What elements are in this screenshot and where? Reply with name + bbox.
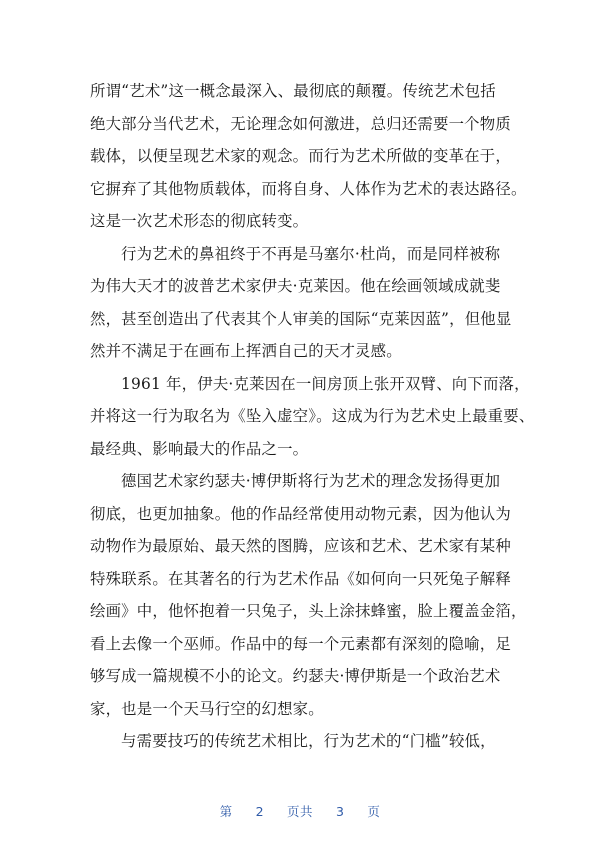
text-line: 所谓“艺术”这一概念最深入、最彻底的颠覆。传统艺术包括 [90, 82, 496, 100]
text-line: 为伟大天才的波普艺术家伊夫·克莱因。他在绘画领域成就斐 [90, 277, 501, 295]
text-line: 载体，以便呈现艺术家的观念。而行为艺术所做的变革在于， [90, 147, 511, 165]
text-line: 特殊联系。在其著名的行为艺术作品《如何向一只死兔子解释 [90, 569, 511, 588]
footer-middle: 页共 [286, 804, 313, 819]
body-text [90, 75, 535, 758]
text-line: 然，甚至创造出了代表其个人审美的国际“克莱因蓝”，但他显 [90, 309, 512, 328]
footer-suffix: 页 [367, 804, 381, 819]
text-line: 它摒弃了其他物质载体，而将自身、人体作为艺术的表达路径。 [90, 179, 527, 198]
text-line: 与需要技巧的传统艺术相比，行为艺术的“门槛”较低， [121, 732, 496, 750]
text-line: 德国艺术家约瑟夫·博伊斯将行为艺术的理念发扬得更加 [121, 472, 501, 490]
text-line: 彻底，也更加抽象。他的作品经常使用动物元素，因为他认为 [90, 504, 511, 523]
text-line: 够写成一篇规模不小的论文。约瑟夫·博伊斯是一个政治艺术 [90, 667, 501, 685]
text-line: 绘画》中，他怀抱着一只兔子，头上涂抹蜂蜜，脸上覆盖金箔， [90, 602, 527, 620]
text-line: 这是一次艺术形态的彻底转变。 [90, 212, 309, 230]
text-line: 看上去像一个巫师。作品中的每一个元素都有深刻的隐喻，足 [90, 634, 511, 653]
footer-prefix: 第 [219, 804, 233, 819]
text-line: 并将这一行为取名为《坠入虚空》。这成为行为艺术史上最重要、 [90, 407, 535, 425]
footer-page-number: 2 [255, 804, 265, 819]
text-line: 最经典、影响最大的作品之一。 [90, 439, 309, 458]
text-line: 动物作为最原始、最天然的图腾，应该和艺术、艺术家有某种 [90, 537, 511, 555]
text-line: 行为艺术的鼻祖终于不再是马塞尔·杜尚，而是同样被称 [121, 244, 501, 263]
text-line: 然并不满足于在画布上挥洒自己的天才灵感。 [90, 342, 402, 360]
footer-total-pages: 3 [335, 804, 345, 819]
text-line: 1961 年，伊夫·克莱因在一间房顶上张开双臂、向下而落， [121, 374, 530, 393]
text-line: 绝大部分当代艺术，无论理念如何激进，总归还需要一个物质 [90, 114, 511, 133]
text-line: 家，也是一个天马行空的幻想家。 [90, 699, 324, 718]
page-footer [0, 802, 600, 820]
